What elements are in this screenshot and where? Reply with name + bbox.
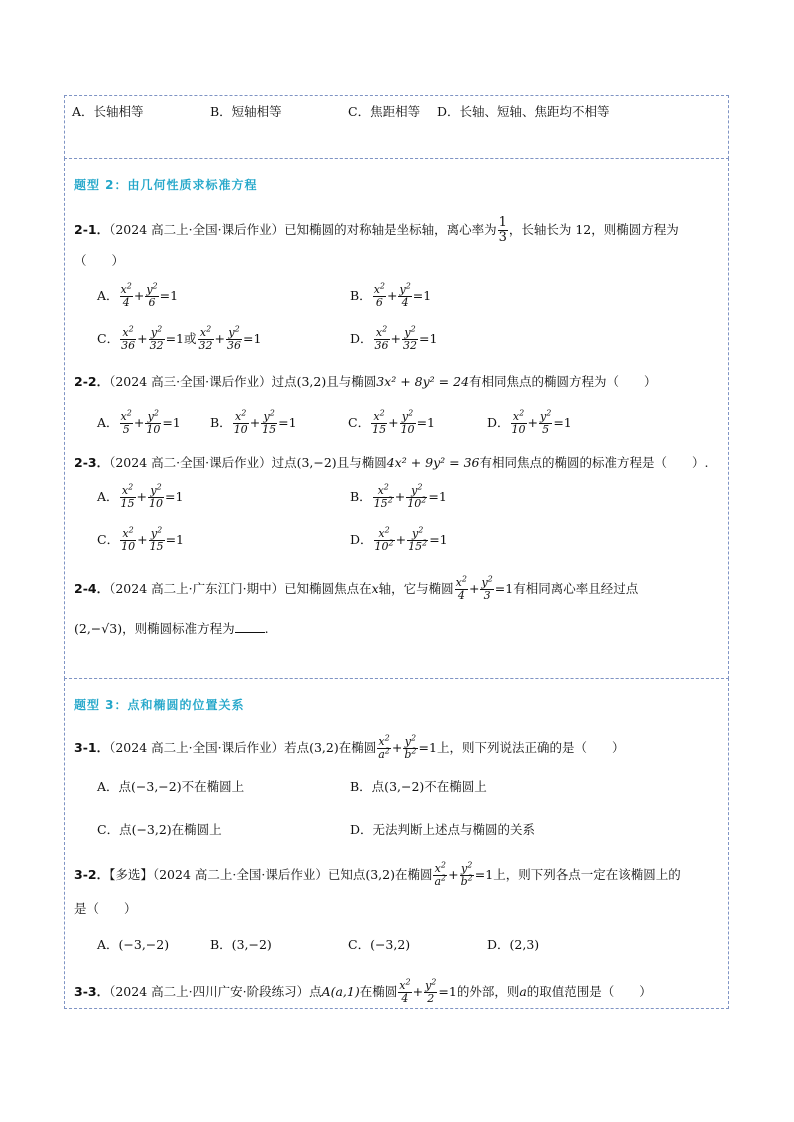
q3-2-option-a: A．(−3,−2) <box>97 937 170 952</box>
q2-2-option-a: A． $\frac{x^2}{5}$ + $\frac{y^2}{10}$ =1 <box>97 408 181 436</box>
q2-3-option-d: D． $\frac{x^2}{10^2}$ + $\frac{y^2}{15^2}$ =1 <box>350 525 448 553</box>
question-2-4-line2: (2,−√3)，则椭圆标准方程为 . <box>74 621 269 636</box>
question-2-1: 2-1．（2024 高二上·全国·课后作业）已知椭圆的对称轴是坐标轴，离心率为 $\frac{1}{3}$ ，长轴长为 12，则椭圆方程为 <box>74 215 679 245</box>
q2-1-option-d: D． $\frac{x^2}{36}$ + $\frac{y^2}{32}$ =1 <box>350 324 438 352</box>
question-3-2-line2: 是（ ） <box>74 901 137 916</box>
eccentricity-fraction: $\frac{1}{3}$ <box>498 215 507 245</box>
section3-box <box>64 678 729 1009</box>
q2-3-option-c: C． $\frac{x^2}{10}$ + $\frac{y^2}{15}$ =1 <box>97 525 184 553</box>
q2-3-option-b: B． $\frac{x^2}{15^2}$ + $\frac{y^2}{10^2}$ =1 <box>350 482 447 510</box>
question-2-3: 2-3．（2024 高二·全国·课后作业）过点(3,−2)且与椭圆4x² + 9y² = 36有相同焦点的椭圆的标准方程是（ ）. <box>74 455 709 470</box>
q3-1-option-c: C．点(−3,2)在椭圆上 <box>97 822 222 837</box>
q3-1-option-a: A．点(−3,−2)不在椭圆上 <box>97 779 245 794</box>
section3-title: 题型 3：点和椭圆的位置关系 <box>74 698 245 712</box>
question-3-3: 3-3．（2024 高二上·四川广安·阶段练习）点A(a,1)在椭圆 $\frac{x^2}{4}$ + $\frac{y^2}{2}$ =1的外部，则a的取值范围是（ ） <box>74 977 652 1005</box>
question-3-1: 3-1．（2024 高二上·全国·课后作业）若点(3,2)在椭圆 $\frac{x^2}{a^2}$ + $\frac{y^2}{b^2}$ =1上，则下列说法正确的是（ ） <box>74 733 625 761</box>
option-d: D．长轴、短轴、焦距均不相等 <box>437 104 610 119</box>
option-b: B．短轴相等 <box>210 104 282 119</box>
question-2-1-paren: （ ） <box>74 253 125 268</box>
q2-1-option-a: A． $\frac{x^2}{4}$ + $\frac{y^2}{6}$ =1 <box>97 281 179 309</box>
question-2-4: 2-4．（2024 高二上·广东江门·期中）已知椭圆焦点在x轴，它与椭圆 $\frac{x^2}{4}$ + $\frac{y^2}{3}$ =1有相同离心率且经过点 <box>74 574 639 602</box>
q2-1-option-b: B． $\frac{x^2}{6}$ + $\frac{y^2}{4}$ =1 <box>350 281 432 309</box>
option-a: A．长轴相等 <box>72 104 144 119</box>
answer-blank[interactable] <box>235 622 265 633</box>
q2-2-option-d: D． $\frac{x^2}{10}$ + $\frac{y^2}{5}$ =1 <box>487 408 572 436</box>
q2-2-option-c: C． $\frac{x^2}{15}$ + $\frac{y^2}{10}$ =1 <box>348 408 435 436</box>
q3-1-option-d: D．无法判断上述点与椭圆的关系 <box>350 822 536 837</box>
section2-title: 题型 2：由几何性质求标准方程 <box>74 178 258 192</box>
option-c: C．焦距相等 <box>348 104 421 119</box>
q2-1-option-c: C． $\frac{x^2}{36}$ + $\frac{y^2}{32}$ =1或 $\frac{x^2}{32}$ + $\frac{y^2}{36}$ =1 <box>97 324 262 352</box>
question-3-2: 3-2．【多选】（2024 高二上·全国·课后作业）已知点(3,2)在椭圆 $\frac{x^2}{a^2}$ + $\frac{y^2}{b^2}$ =1上，则下列各点一定在该椭圆上的 <box>74 860 681 888</box>
question-2-2: 2-2．（2024 高三·全国·课后作业）过点(3,2)且与椭圆3x² + 8y² = 24有相同焦点的椭圆方程为（ ） <box>74 374 657 389</box>
q3-2-option-d: D．(2,3) <box>487 937 540 952</box>
q2-3-option-a: A． $\frac{x^2}{15}$ + $\frac{y^2}{10}$ =1 <box>97 482 184 510</box>
q3-1-option-b: B．点(3,−2)不在椭圆上 <box>350 779 487 794</box>
q2-2-option-b: B． $\frac{x^2}{10}$ + $\frac{y^2}{15}$ =1 <box>210 408 297 436</box>
q3-2-option-b: B．(3,−2) <box>210 937 272 952</box>
q3-2-option-c: C．(−3,2) <box>348 937 411 952</box>
